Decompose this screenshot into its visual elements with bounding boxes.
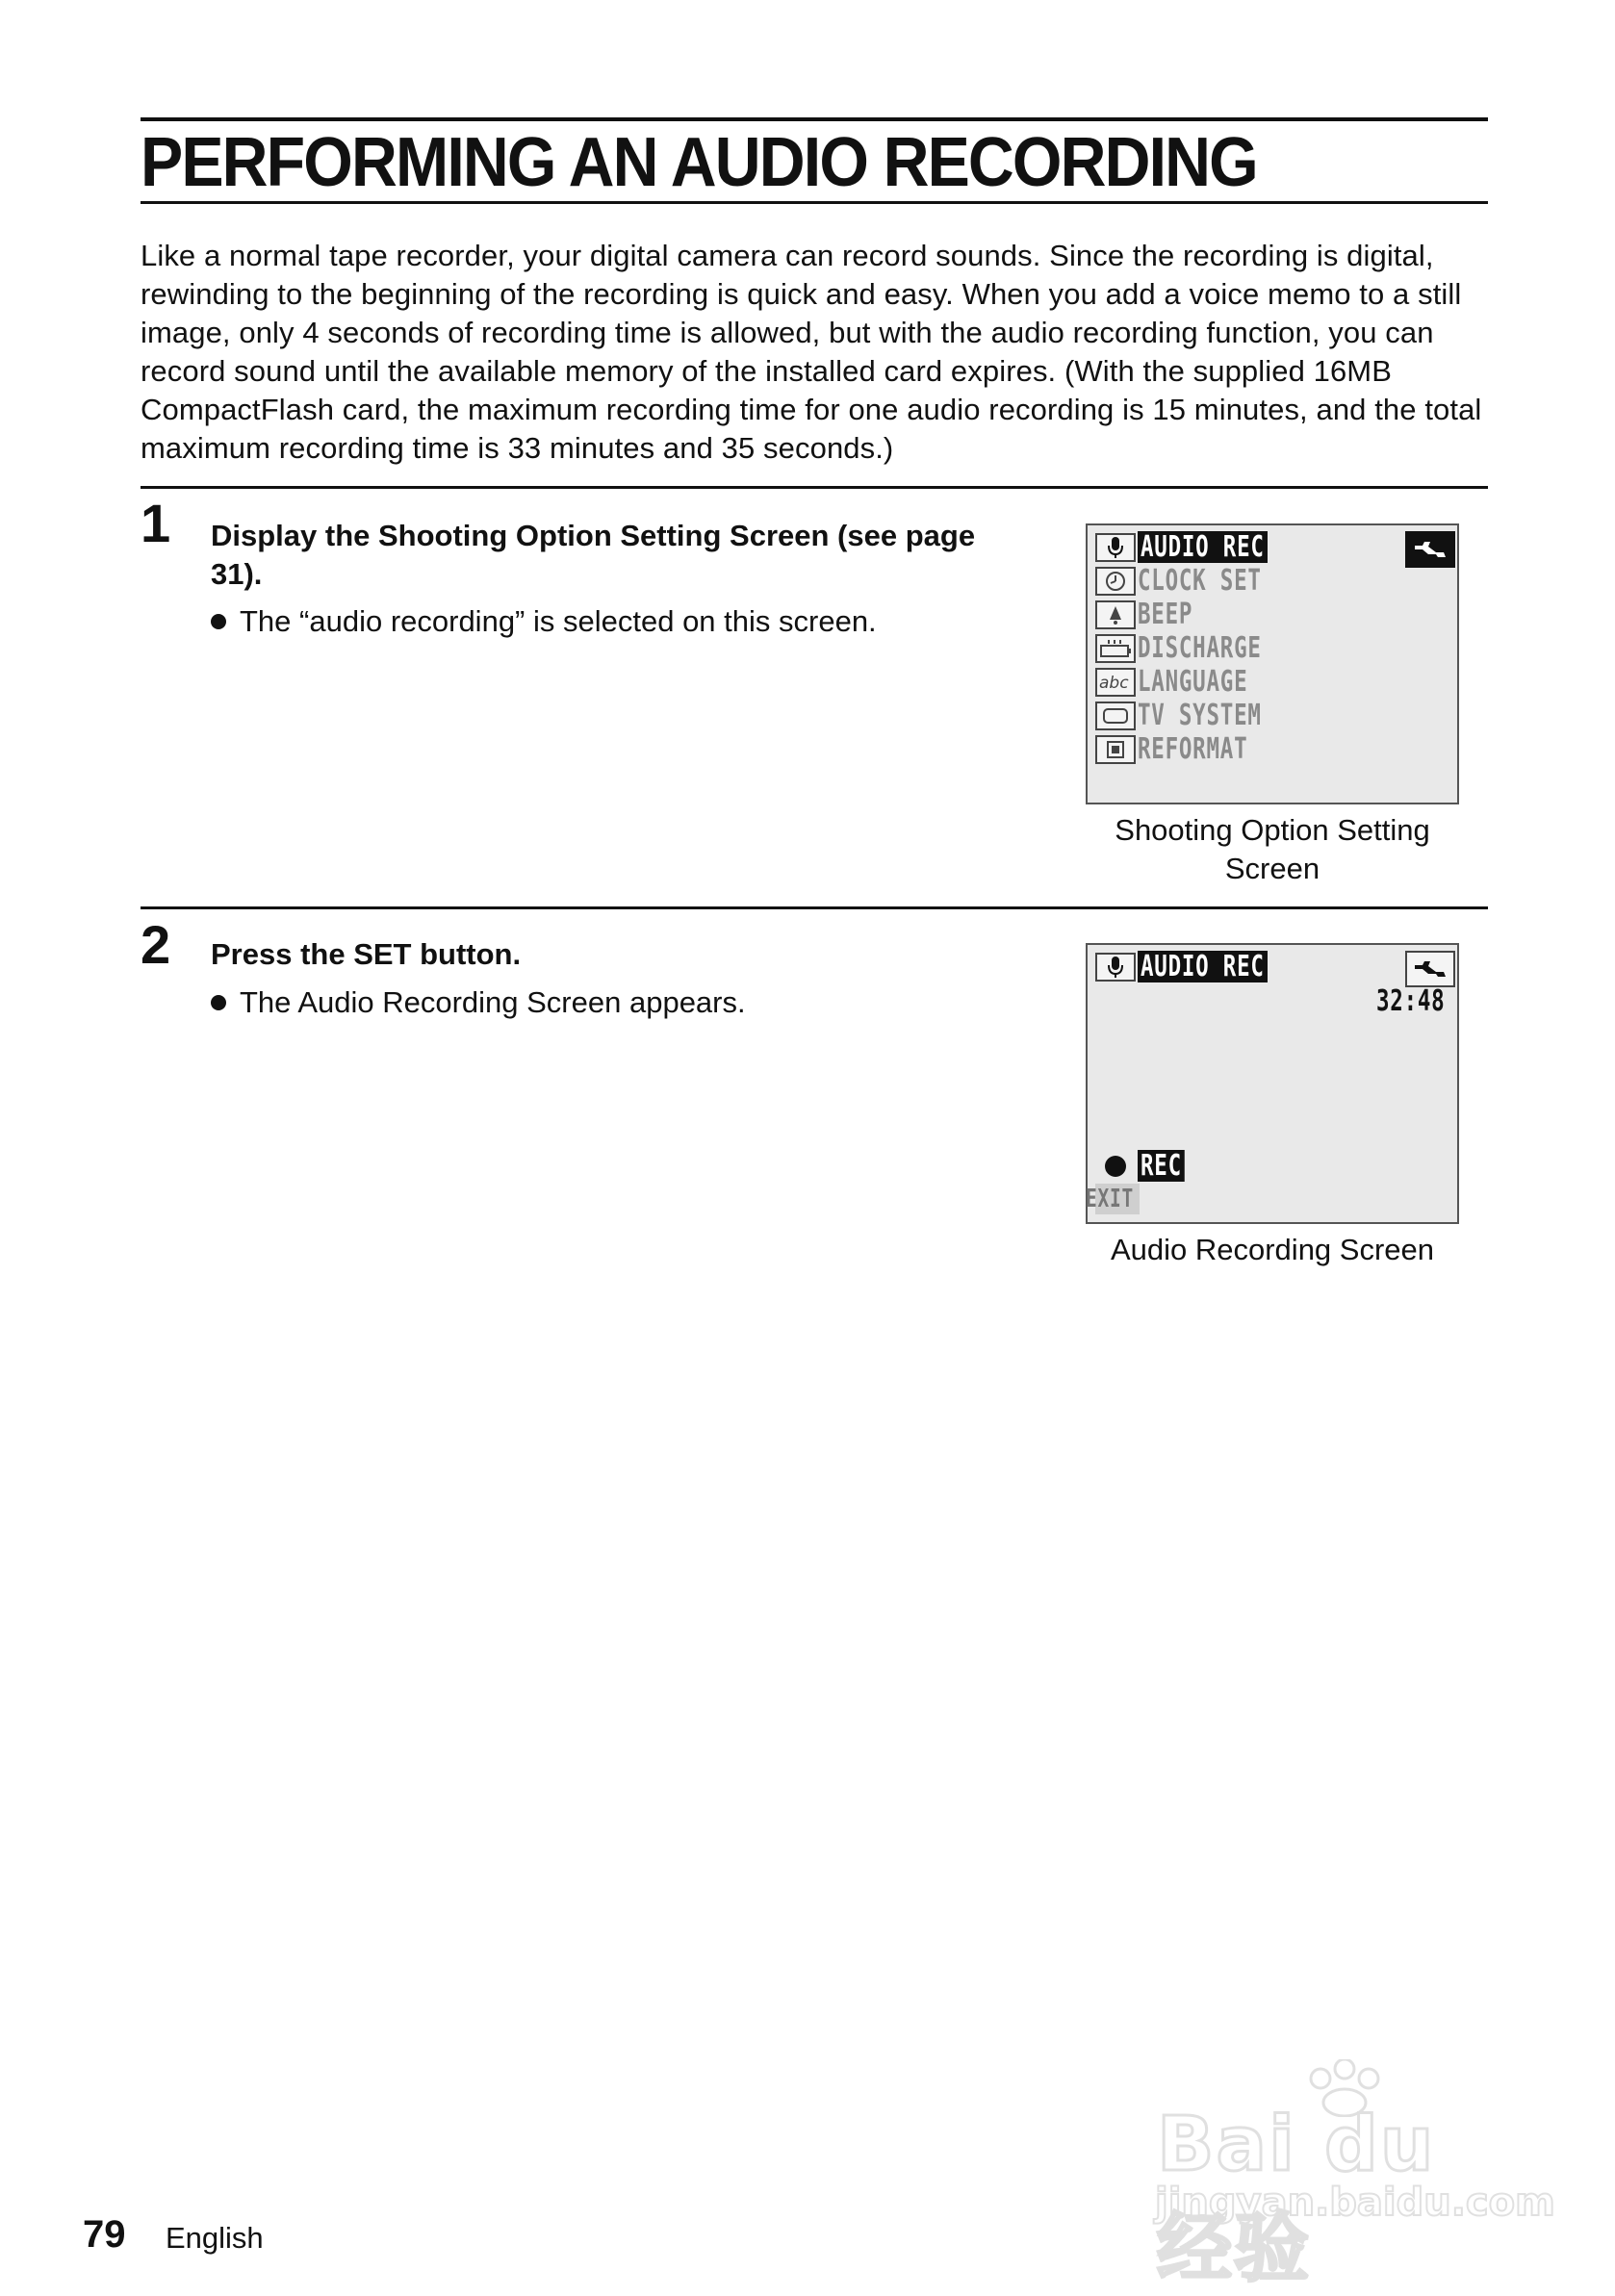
svg-text:abc: abc bbox=[1099, 673, 1129, 693]
bell-icon bbox=[1095, 600, 1136, 629]
exit-label: EXIT bbox=[1085, 1184, 1134, 1213]
menu-label-language: LANGUAGE bbox=[1138, 665, 1248, 699]
step-1-heading: Display the Shooting Option Setting Screen (see page 31). bbox=[211, 519, 976, 591]
step-2-caption: Audio Recording Screen bbox=[1110, 1233, 1435, 1266]
record-dot-icon bbox=[1095, 1152, 1136, 1181]
page-title: PERFORMING AN AUDIO RECORDING bbox=[141, 124, 1257, 201]
abc-icon bbox=[1095, 668, 1136, 697]
step-2-rule bbox=[141, 906, 1488, 909]
menu-row-audio-rec bbox=[1095, 531, 1311, 563]
audio-recording-screen bbox=[1086, 943, 1459, 1224]
microphone-icon bbox=[1095, 533, 1136, 562]
rec-row bbox=[1095, 1150, 1200, 1182]
step-1-bullet-text: The “audio recording” is selected on this screen. bbox=[240, 604, 877, 638]
intro-paragraph: Like a normal tape recorder, your digital camera can record sounds. Since the recording is digital, rewinding to the beginning of the recording is quick and easy. When you add a voice memo to a still image, only 4 seconds of recording time is allowed, but with the audio recording function, you can record sound until the available memory of the installed card expires. (With the supplied 16MB CompactFlash card, the maximum recording time for one audio recording is 15 minutes, and the total maximum recording time is 33 minutes and 35 seconds.) bbox=[141, 239, 1482, 465]
battery-icon bbox=[1095, 634, 1136, 663]
step-1-rule bbox=[141, 486, 1488, 489]
exit-button bbox=[1085, 1184, 1140, 1214]
menu-label-clock-set: CLOCK SET bbox=[1138, 564, 1262, 598]
menu-row-tv-system bbox=[1095, 700, 1303, 731]
footer-language: English bbox=[166, 2221, 264, 2255]
time-remaining: 32:48 bbox=[1376, 984, 1446, 1018]
shooting-option-screen bbox=[1086, 523, 1459, 804]
step-1-bullet bbox=[211, 602, 1029, 641]
step-1-number: 1 bbox=[141, 493, 171, 553]
time-remaining-box bbox=[1376, 985, 1457, 1017]
bullet-icon bbox=[211, 995, 226, 1010]
step-2-number: 2 bbox=[141, 914, 171, 975]
menu-row-reformat bbox=[1095, 733, 1285, 765]
watermark-url: jingyan.baidu.com bbox=[1155, 2181, 1555, 2225]
step-2-bullet bbox=[211, 983, 1029, 1022]
tv-icon bbox=[1095, 702, 1136, 730]
clock-icon bbox=[1095, 567, 1136, 596]
microphone-icon bbox=[1095, 953, 1136, 982]
wrench-icon bbox=[1405, 951, 1455, 987]
menu-row-language bbox=[1095, 666, 1285, 698]
title-bottom-rule bbox=[141, 201, 1488, 204]
baidu-watermark bbox=[1147, 2059, 1555, 2292]
title-top-rule bbox=[141, 117, 1488, 121]
menu-label-tv-system: TV SYSTEM bbox=[1138, 699, 1262, 732]
audio-mode-row bbox=[1095, 951, 1311, 982]
rec-label: REC bbox=[1138, 1150, 1185, 1182]
menu-row-discharge bbox=[1095, 632, 1303, 664]
watermark-brand: Bai du 经验 bbox=[1157, 2102, 1436, 2292]
page-number: 79 bbox=[83, 2213, 126, 2256]
step-2-bullet-text: The Audio Recording Screen appears. bbox=[240, 985, 746, 1019]
bullet-icon bbox=[211, 614, 226, 629]
audio-mode-label: AUDIO REC bbox=[1138, 951, 1268, 982]
menu-row-beep bbox=[1095, 599, 1211, 630]
menu-label-reformat: REFORMAT bbox=[1138, 732, 1248, 766]
step-2-heading: Press the SET button. bbox=[211, 937, 522, 971]
wrench-icon bbox=[1405, 531, 1455, 568]
card-icon bbox=[1095, 735, 1136, 764]
step-1-caption: Shooting Option Setting Screen bbox=[1115, 813, 1430, 885]
menu-label-discharge: DISCHARGE bbox=[1138, 631, 1262, 665]
menu-label-audio-rec: AUDIO REC bbox=[1138, 531, 1268, 563]
menu-row-clock-set bbox=[1095, 565, 1303, 597]
menu-label-beep: BEEP bbox=[1138, 598, 1193, 631]
